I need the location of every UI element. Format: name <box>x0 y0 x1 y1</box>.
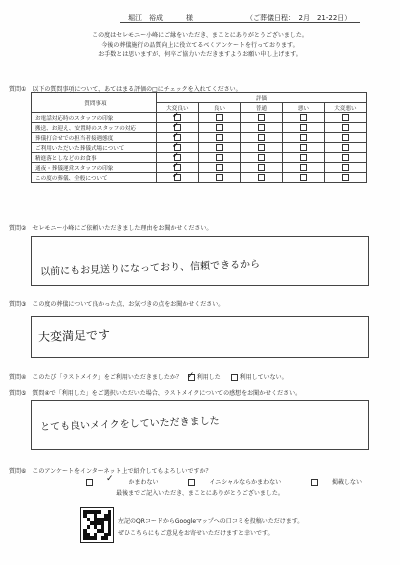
rating-checkbox[interactable] <box>216 174 223 181</box>
rating-cell[interactable] <box>240 123 282 133</box>
rating-cell[interactable] <box>282 123 324 133</box>
rating-table <box>31 92 367 183</box>
rating-checkbox[interactable] <box>342 174 349 181</box>
rating-cell[interactable] <box>282 163 324 173</box>
rating-cell[interactable] <box>198 143 240 153</box>
rating-cell[interactable] <box>240 113 282 123</box>
rating-checkbox[interactable] <box>258 154 265 161</box>
rating-checkbox[interactable] <box>342 154 349 161</box>
rating-checkbox[interactable] <box>216 124 223 131</box>
option-label: イニシャルならかまわない <box>209 479 282 486</box>
rating-checkbox[interactable] <box>342 114 349 121</box>
rating-cell[interactable] <box>324 113 366 123</box>
question-2-answer-box[interactable] <box>31 236 369 286</box>
rating-checkbox[interactable] <box>300 124 307 131</box>
check-mark-icon: ✓ <box>106 474 114 484</box>
rating-cell[interactable] <box>282 153 324 163</box>
header-underline <box>120 22 360 23</box>
rating-checkbox[interactable] <box>300 134 307 141</box>
footer-line: 左記のQRコードからGoogleマップへの口コミを投稿いただけます。 <box>118 518 304 525</box>
check-mark-icon: ✓ <box>171 161 180 171</box>
rating-header: 大変良い <box>156 103 198 113</box>
option-initials[interactable] <box>188 479 295 486</box>
rating-cell[interactable] <box>240 133 282 143</box>
col-eval-header: 評価 <box>156 93 366 103</box>
rating-checkbox[interactable] <box>300 164 307 171</box>
option-not-used-label: 利用していない。 <box>239 374 288 381</box>
rating-header: 悪い <box>282 103 324 113</box>
rating-checkbox[interactable] <box>300 154 307 161</box>
check-mark-icon: ✓ <box>171 141 180 151</box>
rating-cell[interactable] <box>156 173 198 183</box>
question-3-answer-box[interactable] <box>31 316 369 358</box>
rating-item-label: 精進落としなどのお食事 <box>32 153 157 163</box>
rating-item-label: 葬儀打合せでの担当者接遇態度 <box>32 133 157 143</box>
option-used-label: 利用した <box>196 374 221 381</box>
rating-header: 大変悪い <box>324 103 366 113</box>
rating-cell[interactable] <box>324 173 366 183</box>
rating-item-label: この度の葬儀、全般について <box>32 173 157 183</box>
rating-cell[interactable] <box>240 153 282 163</box>
rating-checkbox[interactable] <box>342 124 349 131</box>
rating-checkbox[interactable] <box>258 124 265 131</box>
checkbox-no-publish[interactable] <box>311 479 318 486</box>
intro-line: 今後の葬儀施行の品質向上に役立てるべくアンケートを行っております。 <box>101 41 299 49</box>
rating-row <box>32 163 367 173</box>
question-4-row <box>9 372 288 381</box>
rating-cell[interactable] <box>240 173 282 183</box>
footer-line: ぜひこちらにもご意見をお寄せいただけますと幸いです。 <box>118 530 274 537</box>
rating-cell[interactable] <box>282 113 324 123</box>
option-not-used[interactable] <box>231 374 288 381</box>
col-item-header: 質問事項 <box>32 93 157 113</box>
rating-header: 普通 <box>240 103 282 113</box>
rating-checkbox[interactable] <box>216 164 223 171</box>
rating-row <box>32 143 367 153</box>
question-3-answer: 大変満足です <box>37 327 111 345</box>
rating-row <box>32 113 367 123</box>
rating-row <box>32 153 367 163</box>
question-6-label: 質問⑥ このアンケートをインターネット上で紹介してもよろしいですか？ <box>9 468 212 475</box>
checkbox-initials[interactable] <box>188 479 195 486</box>
check-mark-icon: ✓ <box>171 121 180 131</box>
rating-checkbox[interactable] <box>258 134 265 141</box>
rating-row <box>32 123 367 133</box>
option-label: かまわない <box>128 479 159 486</box>
footer-text <box>118 516 303 540</box>
rating-cell[interactable] <box>198 123 240 133</box>
option-label: 掲載しない <box>332 479 363 486</box>
rating-row <box>32 133 367 143</box>
intro-line: この度はセレモニー小峰にご縁をいただき、まことにありがとうございました。 <box>92 32 308 39</box>
option-allow[interactable] <box>86 474 173 486</box>
rating-cell[interactable] <box>324 143 366 153</box>
customer-name: 堀江 裕成 <box>128 14 163 22</box>
rating-checkbox[interactable] <box>216 144 223 151</box>
check-mark-icon: ✓ <box>171 151 180 161</box>
rating-cell[interactable] <box>198 163 240 173</box>
rating-checkbox[interactable] <box>216 154 223 161</box>
rating-cell[interactable] <box>324 123 366 133</box>
intro-text <box>0 31 400 60</box>
publish-options <box>86 474 390 487</box>
rating-checkbox[interactable] <box>258 144 265 151</box>
check-mark-icon: ✓ <box>171 171 180 181</box>
rating-checkbox[interactable] <box>342 164 349 171</box>
funeral-date: （ご葬儀日程： 2月 21-22日） <box>246 14 352 22</box>
qr-module <box>108 536 112 540</box>
check-mark-icon: ✓ <box>171 131 180 141</box>
question-2-answer: 以前にもお見送りになっており、信頼できるから <box>39 259 261 278</box>
rating-checkbox[interactable] <box>258 164 265 171</box>
option-used[interactable] <box>186 371 223 381</box>
rating-cell[interactable] <box>198 173 240 183</box>
rating-checkbox[interactable] <box>258 174 265 181</box>
rating-checkbox[interactable] <box>216 134 223 141</box>
rating-cell[interactable] <box>324 163 366 173</box>
rating-cell[interactable] <box>198 113 240 123</box>
rating-cell[interactable] <box>198 133 240 143</box>
rating-cell[interactable] <box>198 153 240 163</box>
rating-checkbox[interactable] <box>300 144 307 151</box>
qr-code-icon[interactable] <box>80 507 114 543</box>
question-5-label: 質問⑤ 質問④で「利用した」をご選択いただいた場合、ラストメイクについての感想をお聞かせください。 <box>9 390 302 397</box>
rating-cell[interactable] <box>240 143 282 153</box>
rating-checkbox[interactable] <box>300 114 307 121</box>
question-4-label: 質問④ このたび「ラストメイク」をご利用いただきましたか？ <box>9 374 182 381</box>
checkbox-allow[interactable] <box>86 479 93 486</box>
question-3-label: 質問③ この度の葬儀について良かった点、お気づきの点をお聞かせください。 <box>9 301 225 308</box>
question-1-label: 質問① 以下の質問事項について、あてはまる評価の□にチェックを入れてください。 <box>9 86 242 93</box>
question-5-answer-box[interactable] <box>31 400 369 450</box>
question-2-label: 質問② セレモニー小峰にご依頼いただきました理由をお聞かせください。 <box>9 225 213 232</box>
rating-cell[interactable] <box>282 143 324 153</box>
rating-item-label: 通夜・葬儀運営スタッフの印象 <box>32 163 157 173</box>
rating-header: 良い <box>198 103 240 113</box>
rating-item-label: お電話対応時のスタッフの印象 <box>32 113 157 123</box>
option-no-publish[interactable] <box>311 479 376 486</box>
intro-line: お手数とは思いますが、何卒ご協力いただきますようお願い申し上げます。 <box>98 51 302 58</box>
rating-checkbox[interactable] <box>300 174 307 181</box>
rating-item-label: ご利用いただいた葬儀式場について <box>32 143 157 153</box>
rating-cell[interactable] <box>324 153 366 163</box>
rating-checkbox[interactable] <box>342 144 349 151</box>
check-mark-icon: ✓ <box>171 111 180 121</box>
rating-cell[interactable] <box>324 133 366 143</box>
rating-checkbox[interactable] <box>258 114 265 121</box>
check-mark-icon: ✓ <box>186 371 195 381</box>
checkbox-not-used[interactable] <box>231 374 238 381</box>
rating-cell[interactable] <box>282 133 324 143</box>
rating-row <box>32 173 367 183</box>
rating-item-label: 搬送、お迎え、安置時のスタッフの対応 <box>32 123 157 133</box>
rating-cell[interactable] <box>240 163 282 173</box>
rating-cell[interactable] <box>282 173 324 183</box>
honorific: 様 <box>186 14 193 22</box>
rating-checkbox[interactable] <box>342 134 349 141</box>
rating-checkbox[interactable] <box>216 114 223 121</box>
question-5-answer: とても良いメイクをしていただきました <box>39 415 220 434</box>
thanks-text: 最後までご記入いただき、まことにありがとうございました。 <box>116 490 284 497</box>
